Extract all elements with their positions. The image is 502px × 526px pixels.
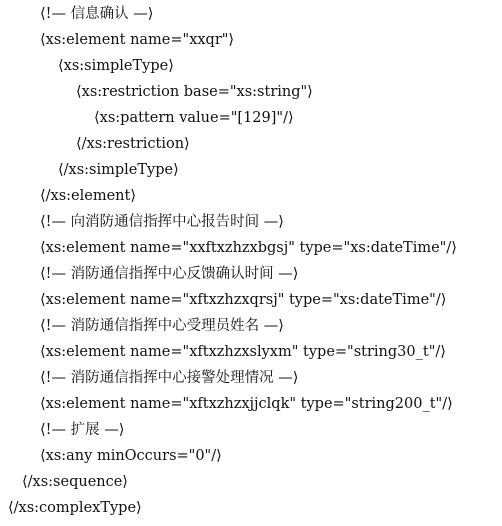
code-line-complextype-close: ⟨/xs:complexType⟩: [8, 500, 142, 516]
code-line-comment-operator-name: ⟨!— 消防通信指挥中心受理员姓名 —⟩: [40, 318, 284, 334]
code-line-restriction-close: ⟨/xs:restriction⟩: [76, 136, 190, 152]
code-line-simpletype-close: ⟨/xs:simpleType⟩: [58, 162, 179, 178]
code-line-element-confirm-time: ⟨xs:element name="xftxzhzxqrsj" type="xs:dateTime"/⟩: [40, 292, 447, 308]
code-line-any: ⟨xs:any minOccurs="0"/⟩: [40, 448, 222, 464]
code-line-simpletype-open: ⟨xs:simpleType⟩: [58, 58, 174, 74]
code-line-element-operator-name: ⟨xs:element name="xftxzhzxslyxm" type="string30_t"/⟩: [40, 344, 446, 360]
code-line-comment-confirm-time: ⟨!— 消防通信指挥中心反馈确认时间 —⟩: [40, 266, 299, 282]
code-line-comment-extension: ⟨!— 扩展 —⟩: [40, 422, 125, 438]
code-line-element-report-time: ⟨xs:element name="xxftxzhzxbgsj" type="xs:dateTime"/⟩: [40, 240, 457, 256]
code-line-restriction-open: ⟨xs:restriction base="xs:string"⟩: [76, 84, 313, 100]
code-line-comment-report-time: ⟨!— 向消防通信指挥中心报告时间 —⟩: [40, 214, 284, 230]
code-line-comment-handling: ⟨!— 消防通信指挥中心接警处理情况 —⟩: [40, 370, 299, 386]
code-line-element-close: ⟨/xs:element⟩: [40, 188, 136, 204]
code-line-pattern: ⟨xs:pattern value="[129]"/⟩: [94, 110, 294, 126]
code-line-element-xxqr: ⟨xs:element name="xxqr"⟩: [40, 32, 235, 48]
code-line-element-handling: ⟨xs:element name="xftxzhzxjjclqk" type="string200_t"/⟩: [40, 396, 453, 412]
code-line-comment-info-confirm: ⟨!— 信息确认 —⟩: [40, 6, 154, 22]
code-line-sequence-close: ⟨/xs:sequence⟩: [22, 474, 128, 490]
